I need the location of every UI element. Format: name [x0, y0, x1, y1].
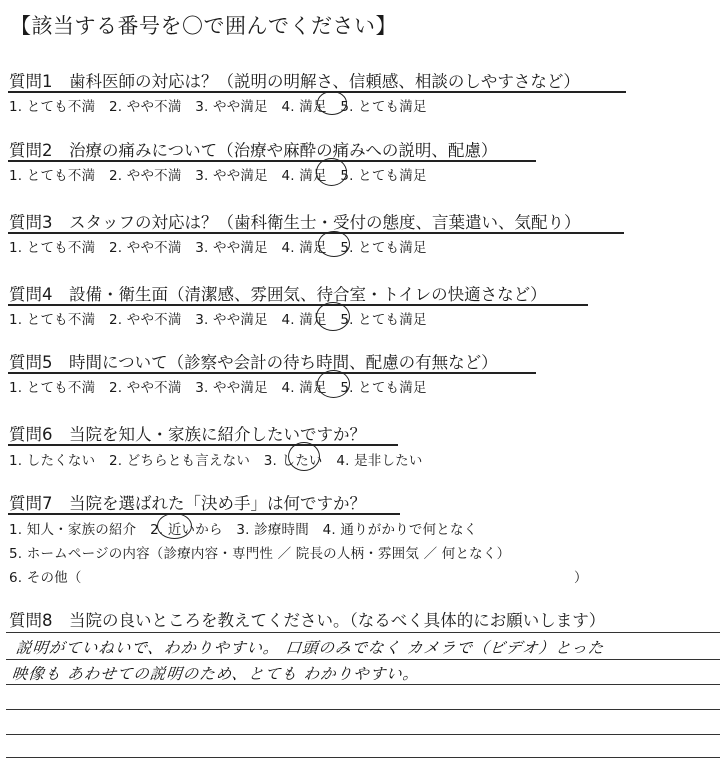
question-1-answer-circle[interactable] — [317, 91, 347, 115]
question-6-answer-circle[interactable] — [288, 442, 320, 471]
question-2-options: 1. とても不満 2. やや不満 3. やや満足 4. 満足 5. とても満足 — [9, 168, 427, 184]
answer-handwritten-line-2: 映像も あわせての説明のため、とても わかりやすい。 — [10, 665, 421, 683]
question-5-underline — [8, 372, 536, 374]
question-7-options-row2: 5. ホームページの内容（診療内容・専門性 ／ 院長の人柄・雰囲気 ／ 何となく） — [9, 546, 511, 562]
question-4-options: 1. とても不満 2. やや不満 3. やや満足 4. 満足 5. とても満足 — [9, 312, 427, 328]
question-1-label: 質問1 歯科医師の対応は？（説明の明解さ、信頼感、相談のしやすさなど） — [9, 72, 580, 91]
question-4-underline — [8, 304, 588, 306]
question-7-answer-circle[interactable] — [157, 513, 192, 539]
question-5-answer-circle[interactable] — [317, 370, 350, 398]
question-1-underline — [8, 91, 626, 93]
question-5-options: 1. とても不満 2. やや不満 3. やや満足 4. 満足 5. とても満足 — [9, 380, 427, 396]
question-4-answer-circle[interactable] — [316, 302, 350, 331]
question-2-underline — [8, 160, 536, 162]
question-3-answer-circle[interactable] — [318, 231, 350, 257]
question-1-options: 1. とても不満 2. やや不満 3. やや満足 4. 満足 5. とても満足 — [9, 99, 427, 115]
answer-handwritten-line-1: 説明がていねいで、わかりやすい。 口頭のみでなく カメラで（ビデオ）とった — [14, 639, 606, 657]
question-6-options: 1. したくない 2. どちらとも言えない 3. したい 4. 是非したい — [9, 453, 423, 469]
question-6-label: 質問6 当院を知人・家族に紹介したいですか？ — [9, 425, 366, 444]
answer-textarea[interactable] — [6, 632, 720, 757]
question-7-options-row1: 1. 知人・家族の紹介 2. 近いから 3. 診療時間 4. 通りがかりで何となく — [9, 522, 478, 538]
question-6-underline — [8, 444, 398, 446]
question-7-label: 質問7 当院を選ばれた「決め手」は何ですか？ — [9, 494, 366, 513]
answer-rule-6 — [6, 757, 720, 758]
question-3-options: 1. とても不満 2. やや不満 3. やや満足 4. 満足 5. とても満足 — [9, 240, 427, 256]
question-5-label: 質問5 時間について（診察や会計の待ち時間、配慮の有無など） — [9, 353, 498, 372]
question-3-label: 質問3 スタッフの対応は？（歯科衛生士・受付の態度、言葉遣い、気配り） — [9, 213, 581, 232]
question-2-answer-circle[interactable] — [316, 158, 347, 186]
question-8-label: 質問8 当院の良いところを教えてください。（なるべく具体的にお願いします） — [9, 611, 606, 630]
page-title: 【該当する番号を〇で囲んでください】 — [10, 14, 397, 38]
question-7-underline — [8, 513, 400, 515]
question-4-label: 質問4 設備・衛生面（清潔感、雰囲気、待合室・トイレの快適さなど） — [9, 285, 547, 304]
question-7-other-input[interactable] — [96, 566, 570, 584]
question-7-other-close: ） — [574, 570, 588, 586]
question-3-underline — [8, 232, 624, 234]
question-2-label: 質問2 治療の痛みについて（治療や麻酔の痛みへの説明、配慮） — [9, 141, 498, 160]
question-7-options-row3: 6. その他（ — [9, 570, 82, 586]
